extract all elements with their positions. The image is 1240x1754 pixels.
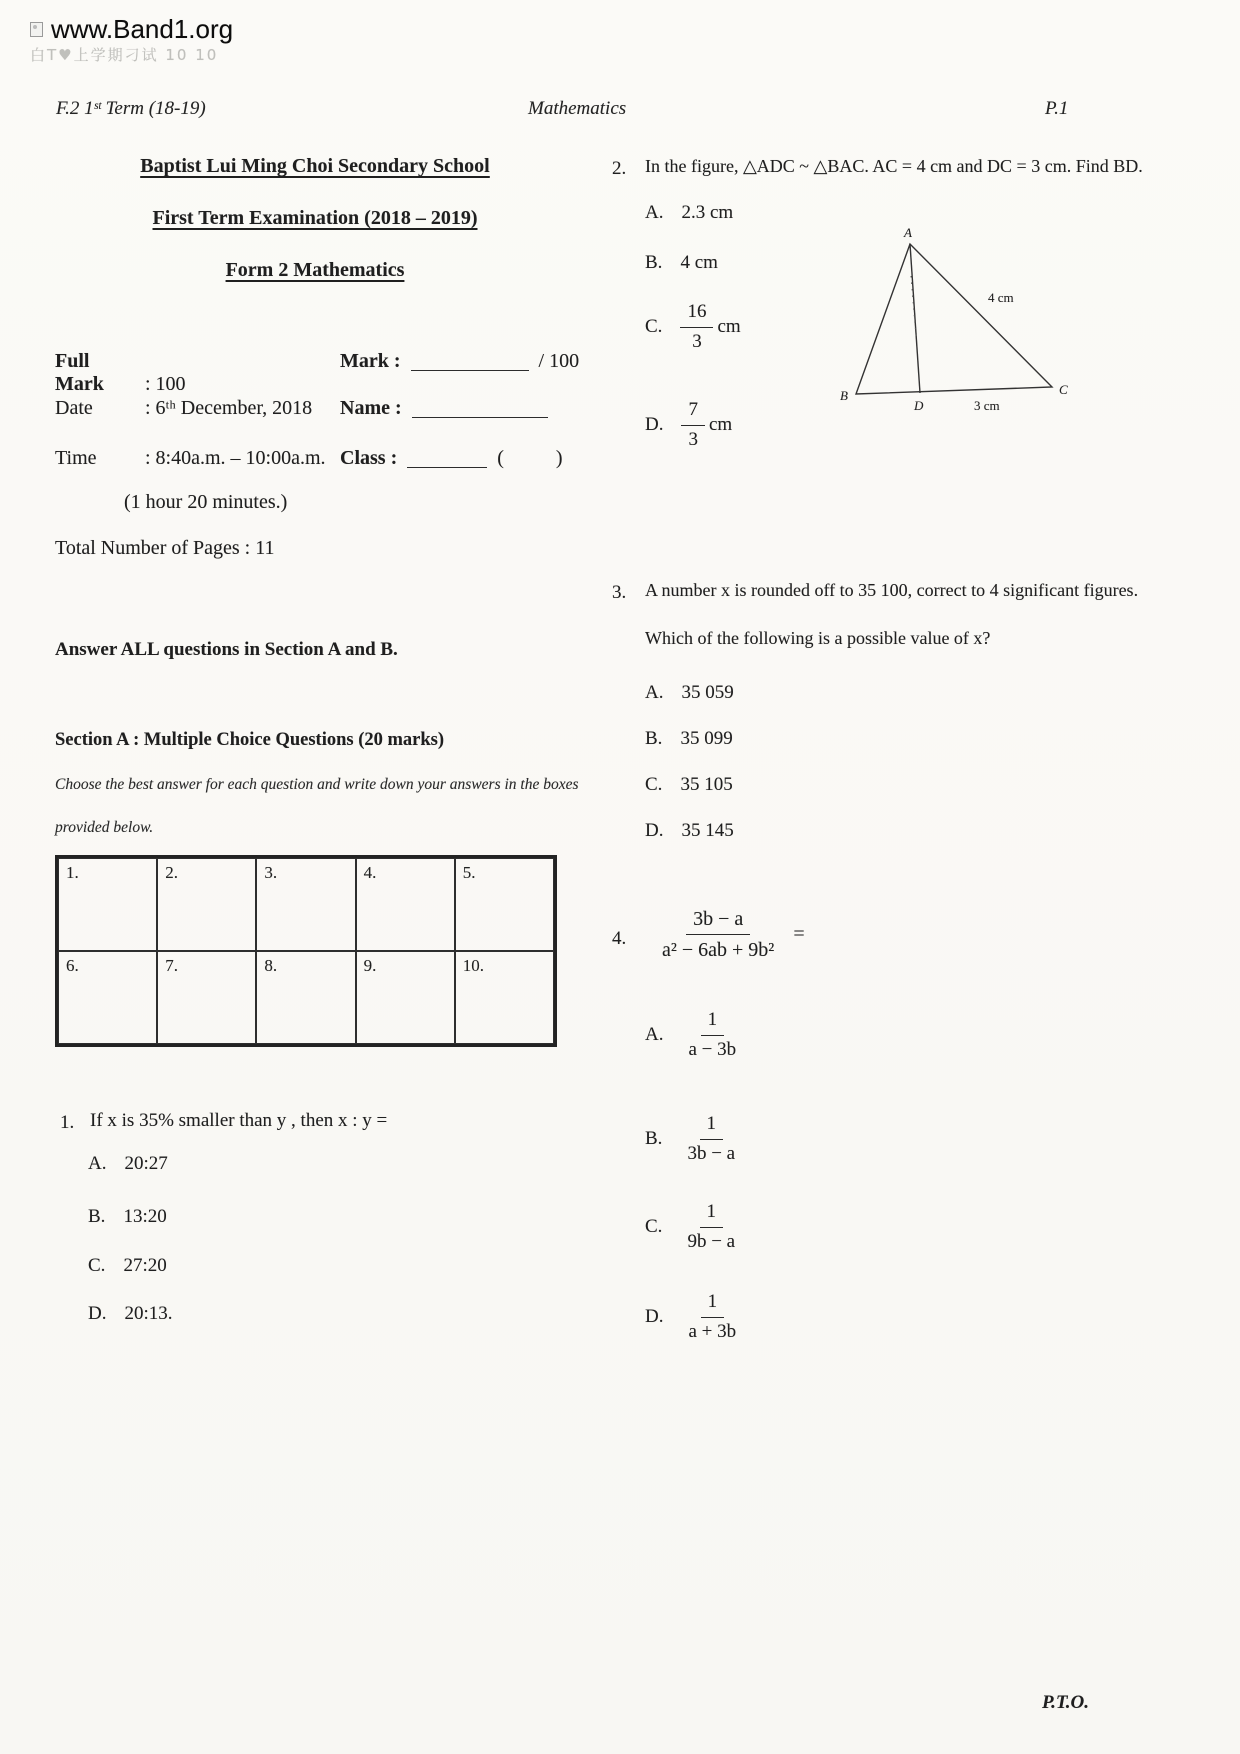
mark-suffix: / 100 — [538, 350, 580, 372]
q3-text-line2: Which of the following is a possible value of x? — [645, 628, 991, 648]
q3-option-d — [645, 820, 734, 842]
option-label: A. — [645, 682, 664, 703]
faded-scan-artifact-text: 白T♥上学期刁试 10 10 — [30, 46, 219, 64]
vertex-c-label: C — [1059, 382, 1068, 397]
q4-option-a — [645, 1008, 743, 1062]
side-ac-measure: 4 cm — [988, 290, 1014, 305]
option-value: 27:20 — [123, 1255, 167, 1276]
header-term-label: F.2 1ˢᵗ Term (18-19) — [56, 98, 206, 119]
fraction-stack — [681, 1008, 743, 1062]
vertex-a-label: A — [904, 225, 912, 240]
option-label: A. — [645, 202, 664, 223]
answer-cell-9: 9. — [356, 951, 455, 1044]
q3-text-line1: A number x is rounded off to 35 100, correct to 4 significant figures. — [645, 580, 1139, 600]
guide-line-2: provided below. — [55, 819, 154, 836]
option-label: A. — [88, 1153, 107, 1174]
option-label: D. — [88, 1303, 107, 1324]
mark-label: Mark : — [340, 350, 401, 372]
name-blank — [412, 398, 548, 418]
q3-number: 3. — [612, 582, 627, 603]
full-mark-label: Full Mark — [55, 350, 104, 395]
mark-row — [340, 350, 579, 373]
time-row — [55, 447, 326, 470]
school-title-block — [70, 155, 560, 282]
answer-cell-1: 1. — [58, 858, 157, 951]
q1-option-b — [88, 1206, 167, 1228]
fraction-denominator: 3 — [692, 330, 702, 352]
fraction-numerator: 1 — [701, 1008, 725, 1036]
header-page-number: P.1 — [1045, 98, 1069, 119]
duration-note: (1 hour 20 minutes.) — [124, 491, 288, 513]
equals-sign: = — [793, 923, 805, 945]
fraction-numerator: 16 — [680, 300, 713, 328]
watermark-text: www.Band1.org — [51, 14, 234, 44]
q1-option-d — [88, 1303, 173, 1325]
option-label: B. — [645, 1128, 663, 1150]
answer-cell-3: 3. — [256, 858, 355, 951]
q3-option-a — [645, 682, 734, 704]
q4-option-c — [645, 1200, 742, 1254]
answer-cell-2: 2. — [157, 858, 256, 951]
date-label: Date — [55, 397, 93, 419]
option-value: 35 105 — [680, 774, 733, 795]
fraction-stack — [680, 300, 713, 354]
option-value: 4 cm — [680, 252, 718, 273]
fraction-numerator: 7 — [681, 398, 705, 426]
q2-number: 2. — [612, 158, 627, 179]
option-label: C. — [88, 1255, 106, 1276]
fraction-numerator: 3b − a — [686, 906, 750, 935]
option-label: A. — [645, 1024, 664, 1046]
date-value: : 6ᵗʰ December, 2018 — [145, 397, 313, 419]
name-row — [340, 397, 554, 420]
class-blank — [407, 448, 487, 468]
full-mark-row — [55, 350, 186, 396]
time-value: : 8:40a.m. – 10:00a.m. — [145, 447, 326, 469]
option-value: 20:27 — [124, 1153, 168, 1174]
option-label: D. — [645, 1306, 664, 1328]
q2-option-c — [645, 300, 741, 354]
full-mark-value: : 100 — [145, 373, 186, 395]
site-watermark — [30, 14, 233, 45]
option-value: 35 059 — [681, 682, 734, 703]
triangle-figure — [838, 224, 1082, 422]
answer-cell-7: 7. — [157, 951, 256, 1044]
option-label: C. — [645, 1216, 663, 1238]
answer-cell-8: 8. — [256, 951, 355, 1044]
answer-grid-table — [55, 855, 557, 1047]
triangle-outline — [856, 244, 1052, 394]
option-label: B. — [88, 1206, 106, 1227]
q4-number: 4. — [612, 928, 627, 949]
class-paren-close: ) — [555, 447, 563, 469]
fraction-denominator: 9b − a — [687, 1230, 736, 1252]
exam-title: First Term Examination (2018 – 2019) — [152, 207, 478, 229]
school-name: Baptist Lui Ming Choi Secondary School — [140, 155, 490, 177]
unit-label: cm — [717, 316, 741, 338]
q2-option-a — [645, 202, 733, 224]
page-turn-over-note: P.T.O. — [1042, 1692, 1089, 1713]
mark-blank — [411, 351, 529, 371]
total-pages: Total Number of Pages : 11 — [55, 537, 275, 559]
vertex-b-label: B — [840, 388, 848, 403]
q1-option-c — [88, 1255, 167, 1277]
option-label: B. — [645, 728, 663, 749]
fraction-stack — [680, 1200, 742, 1254]
time-label: Time — [55, 447, 97, 469]
fraction-stack — [681, 398, 705, 452]
fraction-denominator: a + 3b — [688, 1320, 737, 1342]
q3-option-b — [645, 728, 733, 750]
fraction-numerator: 1 — [701, 1290, 725, 1318]
q2-option-d — [645, 398, 732, 452]
q2-option-b — [645, 252, 718, 274]
q2-text: In the figure, △ADC ~ △BAC. AC = 4 cm and DC = 3 cm. Find BD. — [645, 156, 1143, 176]
q1-option-a — [88, 1153, 168, 1175]
paper-title: Form 2 Mathematics — [225, 259, 405, 281]
class-label: Class : — [340, 447, 398, 469]
fraction-numerator: 1 — [700, 1112, 724, 1140]
answer-cell-5: 5. — [455, 858, 554, 951]
q4-option-b — [645, 1112, 742, 1166]
option-value: 20:13. — [124, 1303, 173, 1324]
class-row — [340, 447, 563, 470]
section-a-title: Section A : Multiple Choice Questions (20 marks) — [55, 730, 445, 750]
q1-number: 1. — [60, 1112, 75, 1133]
option-value: 35 145 — [681, 820, 734, 841]
name-label: Name : — [340, 397, 402, 419]
side-dc-measure: 3 cm — [974, 398, 1000, 413]
option-value: 35 099 — [680, 728, 733, 749]
option-label: C. — [645, 316, 663, 338]
fraction-stack — [655, 906, 781, 963]
option-label: D. — [645, 820, 664, 841]
answer-cell-10: 10. — [455, 951, 554, 1044]
fraction-denominator: a − 3b — [688, 1038, 737, 1060]
cevian-ad-line — [910, 244, 920, 393]
fraction-stack — [681, 1290, 743, 1344]
q4-expression — [655, 906, 805, 963]
option-value: 13:20 — [123, 1206, 167, 1227]
option-label: B. — [645, 252, 663, 273]
q4-option-d — [645, 1290, 743, 1344]
vertex-d-label: D — [914, 398, 924, 413]
fraction-denominator: 3 — [688, 428, 698, 450]
guide-line-1: Choose the best answer for each question and write down your answers in the boxes — [55, 776, 579, 793]
q3-option-c — [645, 774, 733, 796]
class-paren-open: ( — [497, 447, 504, 469]
date-row — [55, 397, 312, 420]
option-value: 2.3 cm — [681, 202, 734, 223]
option-label: C. — [645, 774, 663, 795]
answer-cell-4: 4. — [356, 858, 455, 951]
fraction-numerator: 1 — [700, 1200, 724, 1228]
header-subject-label: Mathematics — [528, 98, 627, 119]
option-label: D. — [645, 414, 664, 436]
q1-text: If x is 35% smaller than y , then x : y = — [90, 1110, 388, 1131]
answer-cell-6: 6. — [58, 951, 157, 1044]
fraction-stack — [680, 1112, 742, 1166]
answer-all-instruction: Answer ALL questions in Section A and B. — [55, 639, 398, 660]
fraction — [680, 300, 740, 354]
fraction — [681, 398, 732, 452]
unit-label: cm — [708, 414, 733, 436]
fraction-denominator: a² − 6ab + 9b² — [662, 939, 775, 961]
broken-image-icon — [30, 22, 43, 37]
fraction-denominator: 3b − a — [687, 1142, 736, 1164]
